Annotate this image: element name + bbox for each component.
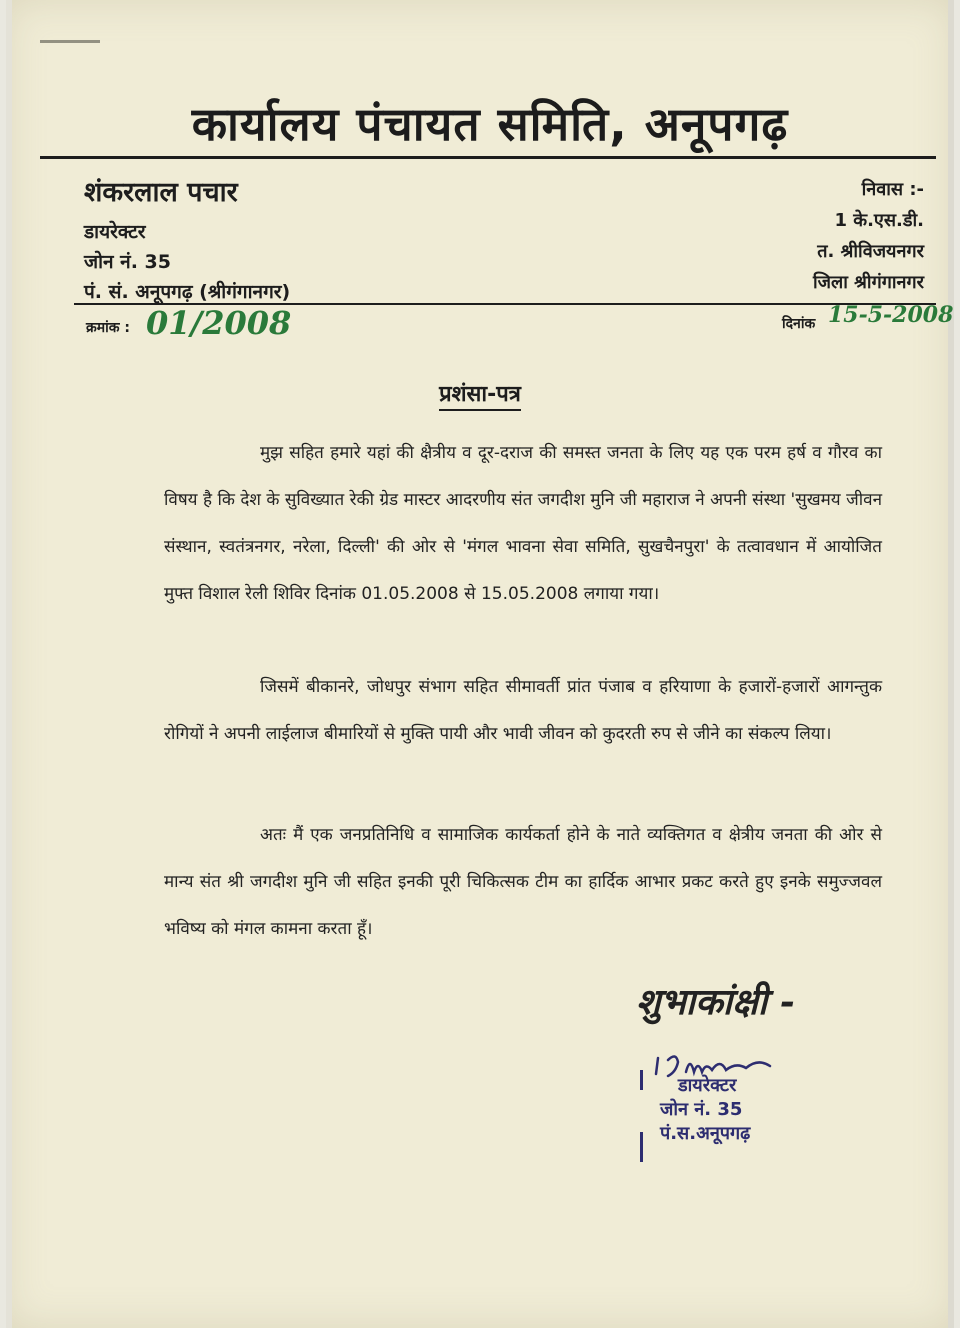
stamp-mark — [640, 1132, 643, 1162]
sender-block — [84, 172, 290, 307]
stamp-zone: जोन नं. 35 — [660, 1099, 743, 1120]
date-value: 15-5-2008 — [828, 302, 954, 328]
letter-heading — [0, 378, 960, 408]
official-stamp — [660, 1074, 750, 1146]
heading-text: प्रशंसा-पत्र — [439, 382, 521, 411]
scan-edge — [948, 0, 954, 1328]
office-title: कार्यालय पंचायत समिति, अनूपगढ़ — [191, 97, 789, 151]
paragraph-text: मुझ सहित हमारे यहां की क्षैत्रीय व दूर-दराज की समस्त जनता के लिए यह एक परम हर्ष व गौरव का विषय है कि देश के सुविख्यात रेकी ग्रेड मास्टर आदरणीय संत जगदीश मुनि जी महाराज ने अपनी संस्था 'सुखमय जीवन संस्थान, स्वतंत्रनगर, नरेला, दिल्ली' की ओर से 'मंगल भावना सेवा समिति, सुखचैनपुरा' के तत्वावधान में आयोजित मुफ्त विशाल रेली शिविर दिनांक 01.05.2008 से 15.05.2008 लगाया गया। — [164, 443, 882, 604]
scan-mark — [40, 40, 100, 43]
reference-number-label: क्रमांक : — [86, 320, 130, 336]
residence-label: निवास :- — [861, 179, 924, 200]
sender-zone: जोन नं. 35 — [84, 251, 171, 273]
header-rule-top — [40, 156, 936, 159]
body-paragraph-2 — [164, 664, 882, 758]
sender-name: शंकरलाल पचार — [84, 177, 238, 208]
stamp-office: पं.स.अनूपगढ़ — [660, 1123, 751, 1144]
stamp-mark — [640, 1070, 643, 1090]
residence-address-3: जिला श्रीगंगानगर — [813, 272, 924, 293]
closing-salutation: शुभाकांक्षी - — [636, 981, 795, 1023]
date-label: दिनांक — [782, 316, 816, 332]
residence-block — [813, 174, 924, 298]
stamp-designation: डायरेक्टर — [678, 1075, 737, 1096]
paragraph-text: जिसमें बीकानरे, जोधपुर संभाग सहित सीमावर्ती प्रांत पंजाब व हरियाणा के हजारों-हजारों आगन्तुक रोगियों ने अपनी लाईलाज बीमारियों से मुक्ति पायी और भावी जीवन को कुदरती रुप से जीने का संकल्प लिया। — [164, 677, 882, 744]
sender-designation: डायरेक्टर — [84, 221, 146, 243]
body-paragraph-3 — [164, 812, 882, 953]
paragraph-text: अतः मैं एक जनप्रतिनिधि व सामाजिक कार्यकर्ता होने के नाते व्यक्तिगत व क्षेत्रीय जनता की ओर से मान्य संत श्री जगदीश मुनि जी सहित इनकी पूरी चिकित्सक टीम का हार्दिक आभार प्रकट करते हुए इनके समुज्जवल भविष्य को मंगल कामना करता हूँ। — [164, 825, 882, 939]
reference-number: 01/2008 — [146, 304, 292, 342]
scan-edge — [6, 0, 12, 1328]
residence-address-1: 1 के.एस.डी. — [834, 210, 924, 231]
sender-office: पं. सं. अनूपगढ़ (श्रीगंगानगर) — [84, 281, 291, 303]
residence-address-2: त. श्रीविजयनगर — [817, 241, 924, 262]
body-paragraph-1 — [164, 430, 882, 618]
